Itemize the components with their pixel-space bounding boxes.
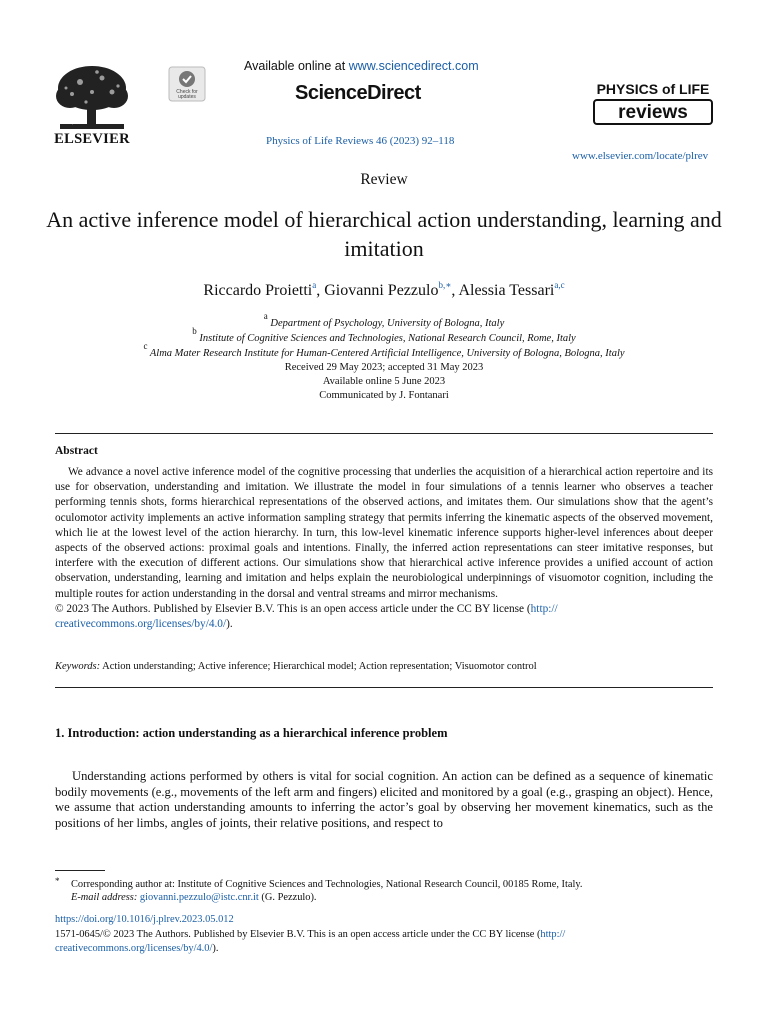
abstract-heading: Abstract <box>55 445 98 457</box>
doi-link[interactable]: https://doi.org/10.1016/j.plrev.2023.05.012 <box>55 914 234 925</box>
divider <box>55 433 713 434</box>
footer-license-suffix: ). <box>212 943 219 954</box>
cc-by-license-link[interactable]: http:// <box>530 602 558 615</box>
license-suffix: ). <box>226 618 233 631</box>
author-affiliation-mark[interactable]: a <box>312 280 317 290</box>
corresponding-author-text: Corresponding author at: Institute of Cognitive Sciences and Technologies, National Research Council, 00185 Rome, Italy. <box>71 879 583 890</box>
intro-paragraph: Understanding actions performed by others is vital for social cognition. An action can be defined as a sequence of kinematic bodily movements (e.g., movements of the left arm and fingers) elicited and monitored by a goal (e.g., grasping an object). Hence, we assume that action understanding amounts to inferring the actor’s goal by observing her movement kinematics, such as the positions of her limbs, angles of joints, their relative positions, and respect to <box>55 769 713 830</box>
sciencedirect-brand: ScienceDirect <box>295 82 421 104</box>
affiliation-mark: b <box>192 326 197 336</box>
affiliation-text: Department of Psychology, University of Bologna, Italy <box>270 318 505 329</box>
keywords-label: Keywords: <box>55 661 101 672</box>
author-separator: , <box>316 282 325 299</box>
received-dates: Received 29 May 2023; accepted 31 May 2023 <box>284 362 484 373</box>
check-updates-line1: Check for <box>176 89 198 95</box>
email-link[interactable]: giovanni.pezzulo@istc.cnr.it <box>139 892 259 904</box>
available-prefix: Available online at <box>244 59 349 73</box>
footer-license <box>55 928 715 956</box>
abstract-text: We advance a novel active inference model of the cognitive processing that underlies the acquisition of a hierarchical action repertoire and its use for observation, understanding and imitation. We illustrate the model in four simulations of a tennis learner who observes a teacher performing tennis shots, forms hierarchical representations of the observed actions, and imitates them. Our simulations show that the agent’s oculomotor activity implements an active information sampling strategy that permits inferring the kinematic aspects of the observed movement, which lie at the lowest level of the action hierarchy. In turn, this low-level kinematic inference supports higher-level inferences about deeper aspects of the observed actions: proximal goals and intentions. Finally, the inferred action representations can steer imitative responses, but interfere with the execution of different actions. Our simulations show that hierarchical active inference provides a unified account of action observation, understanding, learning and imitation and helps explain the neurobiological underpinnings of visuomotor cognition, including the multiple routes for action understanding in the dorsal and ventral streams and mirror mechanisms. <box>55 466 713 600</box>
email-label: E-mail address: <box>71 892 138 904</box>
author-name: Alessia Tessari <box>458 282 555 299</box>
article-title: An active inference model of hierarchical action understanding, learning and imitation <box>46 207 722 261</box>
affiliation-text: Alma Mater Research Institute for Human-Centered Artificial Intelligence, University of Bologna, Bologna, Italy <box>149 348 625 359</box>
journal-homepage-link[interactable]: www.elsevier.com/locate/plrev <box>572 150 709 162</box>
sciencedirect-link[interactable]: www.sciencedirect.com <box>348 59 479 73</box>
footer-cc-link[interactable]: creativecommons.org/licenses/by/4.0/ <box>55 943 213 954</box>
communicated-by: Communicated by J. Fontanari <box>319 390 449 401</box>
available-online-date: Available online 5 June 2023 <box>322 376 446 387</box>
footnote-divider <box>55 870 105 871</box>
affiliation-mark: a <box>263 311 268 321</box>
author-name: Giovanni Pezzulo <box>324 282 439 299</box>
footnote-mark: * <box>55 876 60 886</box>
keywords-text: Action understanding; Active inference; Hierarchical model; Action representation; Visuomotor control <box>100 661 537 672</box>
author-list <box>0 280 768 300</box>
check-for-updates-badge[interactable] <box>168 66 206 102</box>
cc-by-license-link[interactable]: creativecommons.org/licenses/by/4.0/ <box>55 618 227 631</box>
abstract <box>55 465 713 632</box>
journal-reference-link[interactable]: Physics of Life Reviews 46 (2023) 92–118 <box>266 135 455 147</box>
email-line <box>55 891 715 904</box>
article-type: Review <box>360 171 408 188</box>
author-separator: , <box>451 282 459 299</box>
license-text: © 2023 The Authors. Published by Elsevier B.V. This is an open access article under the CC BY license ( <box>55 602 531 615</box>
footer-license-text: 1571-0645/© 2023 The Authors. Published by Elsevier B.V. This is an open access article under the CC BY license ( <box>55 929 541 940</box>
corresponding-author-note <box>55 875 715 891</box>
available-online-line <box>244 59 479 73</box>
publisher-name: ELSEVIER <box>54 131 130 147</box>
section-heading: 1. Introduction: action understanding as a hierarchical inference problem <box>55 726 448 740</box>
author-affiliation-mark[interactable]: b,∗ <box>438 280 452 290</box>
affiliation <box>0 341 768 359</box>
affiliation-mark: c <box>143 341 148 351</box>
author-affiliation-mark[interactable]: a,c <box>554 280 565 290</box>
author-name: Riccardo Proietti <box>203 282 313 299</box>
journal-logo-line1: PHYSICS of LIFE <box>596 81 710 97</box>
abstract-license <box>55 602 713 632</box>
check-updates-icon <box>168 66 206 102</box>
physics-of-life-reviews-logo <box>590 80 716 128</box>
keywords <box>55 661 537 672</box>
footnote <box>55 875 715 905</box>
journal-logo-line2: reviews <box>618 102 688 123</box>
check-updates-line2: updates <box>178 94 196 100</box>
email-suffix: (G. Pezzulo). <box>258 892 317 904</box>
affiliation-text: Institute of Cognitive Sciences and Technologies, National Research Council, Rome, Italy <box>199 333 576 344</box>
footer-cc-link[interactable]: http:// <box>540 929 566 940</box>
divider <box>55 687 713 688</box>
